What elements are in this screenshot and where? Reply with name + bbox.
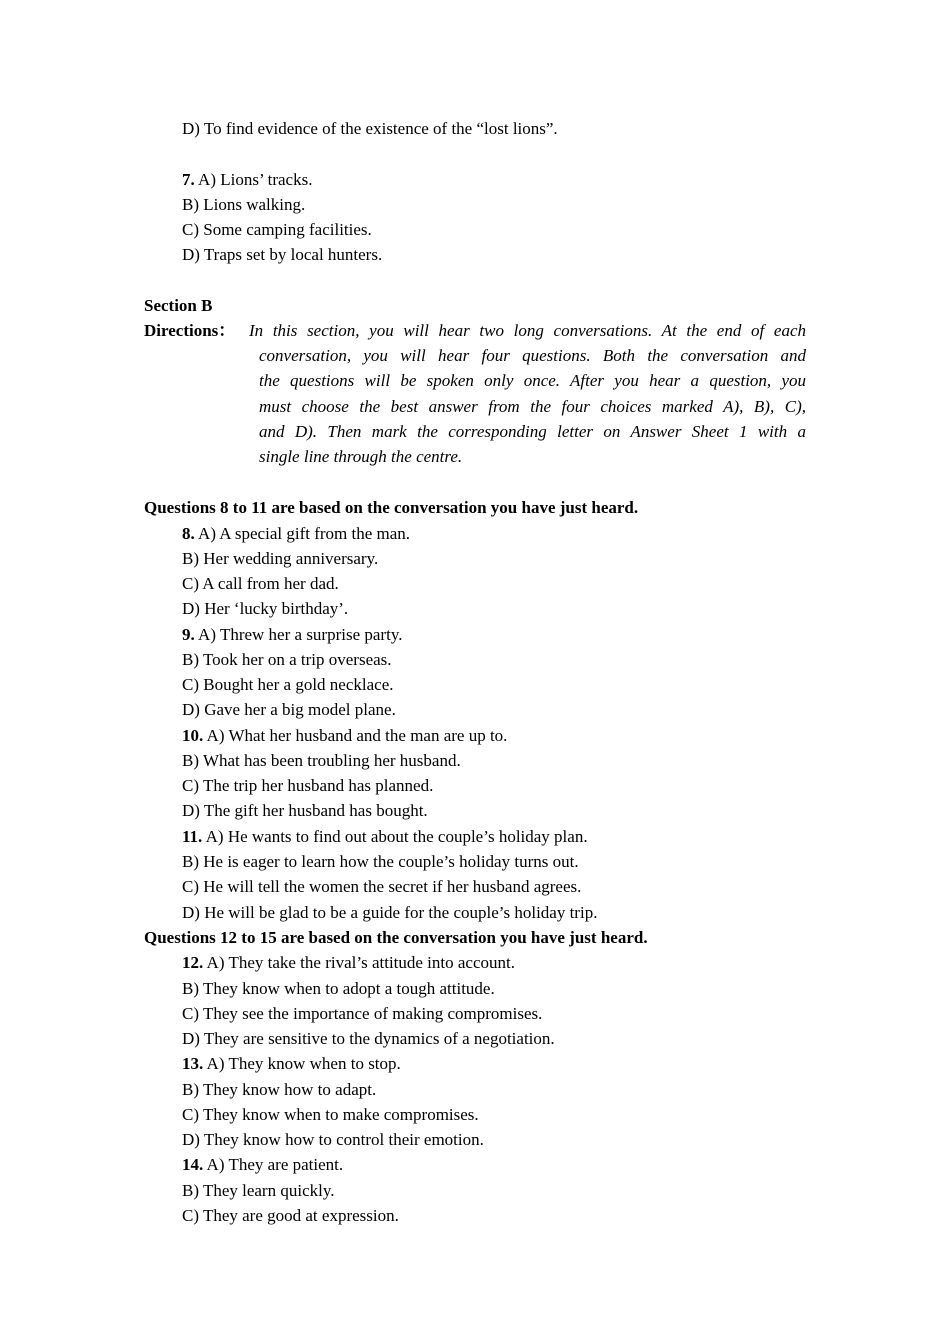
q6-option-d: D) To find evidence of the existence of the “lost lions”. — [182, 119, 558, 138]
q8-option-d: D) Her ‘lucky birthday’. — [182, 599, 349, 618]
q12-number: 12. — [182, 953, 204, 972]
q10-option-c: C) The trip her husband has planned. — [182, 776, 434, 795]
q7-number: 7. — [182, 170, 195, 189]
q12-option-b: B) They know when to adopt a tough attitude. — [182, 979, 495, 998]
directions-label: Directions： — [144, 321, 236, 340]
q10-number: 10. — [182, 726, 204, 745]
q8-option-a-text: A) A special gift from the man. — [194, 524, 411, 543]
directions-line-2: conversation, you will hear four questions. Both the conversation and — [259, 346, 806, 365]
q8-option-c: C) A call from her dad. — [182, 574, 339, 593]
q11-number: 11. — [182, 827, 203, 846]
q11-option-c: C) He will tell the women the secret if her husband agrees. — [182, 877, 582, 896]
directions-line-4: must choose the best answer from the four choices marked A), B), C), — [259, 396, 806, 416]
q7-option-d: D) Traps set by local hunters. — [182, 245, 383, 264]
directions-text — [259, 343, 806, 469]
directions-line-5: and D). Then mark the corresponding letter on Answer Sheet 1 with a — [259, 421, 806, 441]
q13-option-d: D) They know how to control their emotion. — [182, 1130, 484, 1149]
directions-line-1: In this section, you will hear two long conversations. At the end of each — [249, 321, 806, 340]
q14-option-a — [182, 1155, 343, 1175]
q7-option-a — [182, 170, 312, 190]
q9-option-c: C) Bought her a gold necklace. — [182, 675, 394, 694]
q11-option-d: D) He will be glad to be a guide for the couple’s holiday trip. — [182, 903, 598, 922]
q9-option-b: B) Took her on a trip overseas. — [182, 650, 392, 669]
q14-option-b: B) They learn quickly. — [182, 1181, 335, 1200]
q9-option-a-text: A) Threw her a surprise party. — [194, 625, 403, 644]
q14-number: 14. — [182, 1155, 204, 1174]
q11-option-a — [182, 827, 588, 847]
q7-option-c: C) Some camping facilities. — [182, 220, 372, 239]
questions-8-11-heading: Questions 8 to 11 are based on the conversation you have just heard. — [144, 498, 639, 517]
q9-number: 9. — [182, 625, 195, 644]
q10-option-b: B) What has been troubling her husband. — [182, 751, 461, 770]
directions-line-6: single line through the centre. — [259, 447, 463, 467]
q12-option-a — [182, 953, 515, 973]
q10-option-a — [182, 726, 507, 746]
q13-option-b: B) They know how to adapt. — [182, 1080, 377, 1099]
q7-option-a-text: A) Lions’ tracks. — [194, 170, 313, 189]
section-b-title: Section B — [144, 296, 213, 315]
q13-option-a — [182, 1054, 401, 1074]
q8-option-b: B) Her wedding anniversary. — [182, 549, 379, 568]
q13-option-a-text: A) They know when to stop. — [203, 1054, 401, 1073]
q8-option-a — [182, 524, 410, 544]
q12-option-c: C) They see the importance of making compromises. — [182, 1004, 543, 1023]
q13-option-c: C) They know when to make compromises. — [182, 1105, 479, 1124]
q9-option-d: D) Gave her a big model plane. — [182, 700, 396, 719]
q14-option-a-text: A) They are patient. — [203, 1155, 344, 1174]
q11-option-b: B) He is eager to learn how the couple’s holiday turns out. — [182, 852, 579, 871]
q8-number: 8. — [182, 524, 195, 543]
q14-option-c: C) They are good at expression. — [182, 1206, 399, 1225]
q11-option-a-text: A) He wants to find out about the couple’s holiday plan. — [202, 827, 588, 846]
questions-12-15-heading: Questions 12 to 15 are based on the conversation you have just heard. — [144, 928, 648, 947]
q9-option-a — [182, 625, 402, 645]
q10-option-a-text: A) What her husband and the man are up to. — [203, 726, 508, 745]
q12-option-a-text: A) They take the rival’s attitude into account. — [203, 953, 515, 972]
q12-option-d: D) They are sensitive to the dynamics of a negotiation. — [182, 1029, 555, 1048]
q7-option-b: B) Lions walking. — [182, 195, 306, 214]
q13-number: 13. — [182, 1054, 204, 1073]
directions-line-3: the questions will be spoken only once. After you hear a question, you — [259, 371, 806, 391]
q10-option-d: D) The gift her husband has bought. — [182, 801, 428, 820]
